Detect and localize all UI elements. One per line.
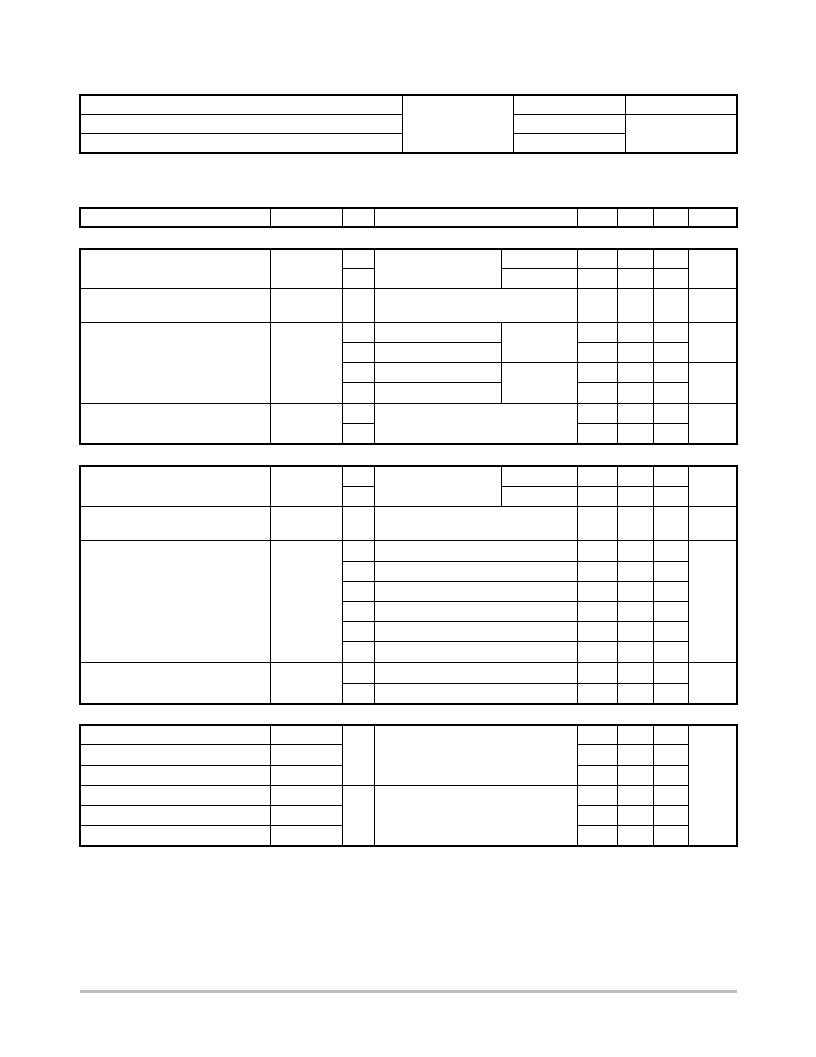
table-rule-horizontal [342, 561, 688, 562]
table-rule-horizontal [342, 621, 688, 622]
table-rule-vertical [270, 207, 271, 226]
table-rule-vertical [374, 465, 375, 703]
table-rule-horizontal [79, 506, 736, 507]
table-rule-vertical [617, 207, 618, 226]
table-rule-vertical [577, 248, 578, 443]
table-rule-horizontal [342, 486, 374, 487]
table-rule-horizontal [79, 152, 738, 154]
table-rule-horizontal [79, 322, 736, 323]
table-rule-horizontal [577, 825, 688, 826]
table-rule-horizontal [79, 94, 738, 96]
table-rule-vertical [688, 465, 689, 703]
table-rule-vertical [374, 248, 375, 443]
table-rule-vertical [342, 207, 343, 226]
table-rule-vertical [513, 94, 514, 152]
table-rule-vertical [653, 465, 654, 703]
table-rule-horizontal [342, 683, 688, 684]
table-rule-vertical [688, 724, 689, 845]
table-rule-horizontal [577, 362, 736, 363]
table-rule-horizontal [79, 744, 342, 745]
table-rule-vertical [79, 465, 81, 705]
table-rule-horizontal [577, 765, 688, 766]
table-rule-horizontal [342, 268, 374, 269]
table-rule-horizontal [577, 382, 688, 383]
table-rule-horizontal [513, 114, 625, 115]
table-rule-horizontal [577, 342, 688, 343]
table-rule-vertical [402, 94, 403, 152]
table-rule-vertical [736, 207, 738, 228]
table-rule-vertical [342, 248, 343, 443]
table-rule-horizontal [79, 765, 342, 766]
table-rule-vertical [653, 207, 654, 226]
table-rule-horizontal [79, 133, 402, 134]
table-rule-horizontal [79, 248, 738, 250]
table-rule-horizontal [79, 703, 738, 705]
table-rule-horizontal [342, 641, 688, 642]
table-rule-vertical [374, 207, 375, 226]
table-rule-vertical [736, 94, 738, 154]
table-rule-vertical [736, 724, 738, 847]
table-rule-vertical [270, 248, 271, 443]
table-rule-horizontal [374, 362, 577, 363]
table-rule-vertical [625, 94, 626, 152]
table-rule-horizontal [342, 423, 374, 424]
table-rule-horizontal [79, 724, 738, 726]
table-rule-vertical [79, 207, 81, 228]
table-rule-horizontal [79, 403, 736, 404]
table-rule-vertical [617, 248, 618, 443]
table-rule-vertical [688, 207, 689, 226]
table-rule-vertical [577, 465, 578, 703]
table-rule-horizontal [79, 443, 738, 445]
footer-rule [80, 990, 737, 993]
table-rule-horizontal [342, 382, 501, 383]
table-rule-horizontal [79, 114, 402, 115]
table-rule-horizontal [577, 805, 688, 806]
table-rule-horizontal [577, 423, 688, 424]
table-rule-horizontal [79, 845, 738, 847]
table-rule-horizontal [79, 288, 736, 289]
table-rule-vertical [270, 465, 271, 703]
table-rule-vertical [653, 248, 654, 443]
table-rule-horizontal [342, 581, 688, 582]
table-rule-vertical [577, 207, 578, 226]
table-rule-horizontal [513, 133, 625, 134]
table-rule-horizontal [79, 825, 342, 826]
table-rule-vertical [736, 248, 738, 445]
table-rule-horizontal [577, 744, 688, 745]
table-rule-vertical [342, 465, 343, 703]
table-rule-vertical [736, 465, 738, 705]
table-rule-horizontal [79, 805, 342, 806]
table-rule-horizontal [342, 342, 501, 343]
table-rule-horizontal [79, 207, 738, 209]
table-rule-vertical [688, 248, 689, 443]
table-rule-horizontal [625, 114, 736, 115]
table-rule-horizontal [342, 601, 688, 602]
table-rule-horizontal [501, 268, 688, 269]
table-rule-horizontal [79, 540, 736, 541]
table-rule-horizontal [342, 362, 374, 363]
table-rule-vertical [617, 465, 618, 703]
table-rule-horizontal [79, 662, 736, 663]
table-rule-horizontal [501, 486, 688, 487]
table-rule-vertical [79, 94, 81, 154]
table-rule-horizontal [79, 226, 738, 228]
table-rule-horizontal [79, 465, 738, 467]
table-rule-horizontal [79, 785, 688, 786]
table-rule-vertical [79, 248, 81, 445]
